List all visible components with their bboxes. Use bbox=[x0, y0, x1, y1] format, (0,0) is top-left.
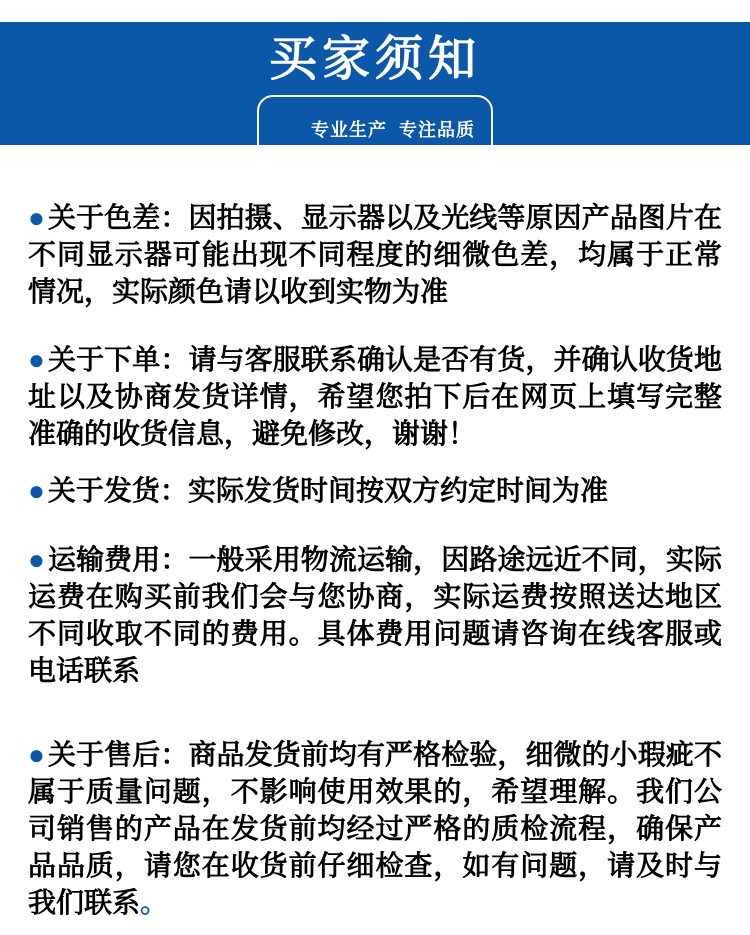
notice-text: 一般采用物流运输，因路途远近不同，实际运费在购买前我们会与您协商，实际运费按照送达地区不同收取不同的费用。具体费用问题请咨询在线客服或电话联系 bbox=[28, 544, 722, 686]
bullet-icon: ● bbox=[28, 202, 45, 233]
notice-label: 关于下单： bbox=[48, 344, 189, 375]
notice-list bbox=[28, 145, 722, 921]
notice-after-sales bbox=[28, 736, 722, 921]
bullet-icon: ● bbox=[28, 544, 45, 575]
notice-ordering bbox=[28, 341, 722, 452]
notice-label: 关于发货： bbox=[47, 475, 188, 506]
bullet-icon: ● bbox=[28, 475, 45, 506]
notice-text: 实际发货时间按双方约定时间为准 bbox=[187, 475, 608, 506]
page-title: 买家须知 bbox=[268, 33, 481, 86]
notice-text: 因拍摄、显示器以及光线等原因产品图片在不同显示器可能出现不同程度的细微色差，均属于正常情况，实际颜色请以收到实物为准 bbox=[28, 202, 722, 307]
bullet-icon: ● bbox=[28, 739, 45, 770]
tagline-text: 专业生产 专注品质 bbox=[311, 120, 476, 140]
notice-suffix: 。 bbox=[140, 887, 169, 918]
notice-freight bbox=[28, 541, 722, 689]
header-banner bbox=[0, 22, 750, 145]
notice-color-difference bbox=[28, 199, 722, 310]
notice-shipping bbox=[28, 472, 722, 509]
notice-label: 运输费用： bbox=[48, 544, 189, 575]
notice-label: 关于色差： bbox=[48, 202, 189, 233]
bullet-icon: ● bbox=[28, 344, 45, 375]
notice-text: 请与客服联系确认是否有货，并确认收货地址以及协商发货详情，希望您拍下后在网页上填写完整准确的收货信息，避免修改，谢谢！ bbox=[28, 344, 722, 449]
notice-label: 关于售后： bbox=[48, 739, 189, 770]
notice-text: 商品发货前均有严格检验，细微的小瑕疵不属于质量问题，不影响使用效果的，希望理解。我们公司销售的产品在发货前均经过严格的质检流程，确保产品品质，请您在收货前仔细检查，如有问题，请及时与我们联系 bbox=[28, 739, 722, 918]
